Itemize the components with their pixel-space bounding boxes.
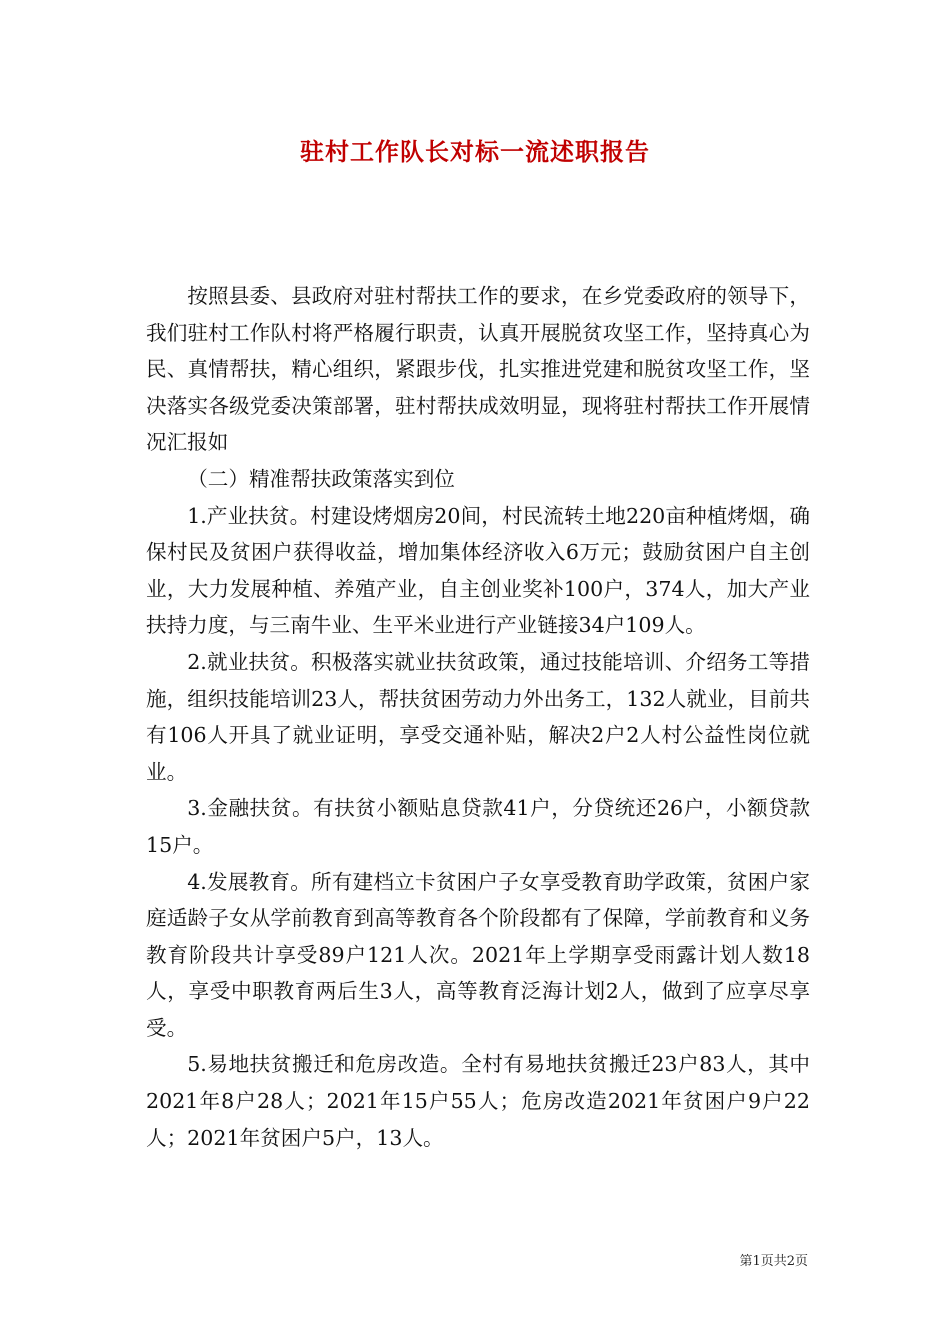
paragraph-education: 4.发展教育。所有建档立卡贫困户子女享受教育助学政策，贫困户家庭适龄子女从学前教育到高等教育各个阶段都有了保障，学前教育和义务教育阶段共计享受89户121人次。2021年上学期享受雨露计划人数18人，享受中职教育两后生3人，高等教育泛海计划2人，做到了应享尽享受。 [146,869,810,1040]
paragraph-intro: 按照县委、县政府对驻村帮扶工作的要求，在乡党委政府的领导下，我们驻村工作队村将严格履行职责，认真开展脱贫攻坚工作，坚持真心为民、真情帮扶，精心组织，紧跟步伐，扎实推进党建和脱贫攻坚工作，坚决落实各级党委决策部署，驻村帮扶成效明显，现将驻村帮扶工作开展情况汇报如 [146,284,810,455]
paragraph-relocation: 5.易地扶贫搬迁和危房改造。全村有易地扶贫搬迁23户83人，其中2021年8户28人；2021年15户55人；危房改造2021年贫困户9户22人；2021年贫困户5户，13人。 [146,1052,810,1150]
page-title: 驻村工作队长对标一流述职报告 [300,137,650,166]
page-number: 第1页共2页 [739,1254,808,1269]
document-body [146,278,810,1156]
paragraph-employment: 2.就业扶贫。积极落实就业扶贫政策，通过技能培训、介绍务工等措施，组织技能培训23人，帮扶贫困劳动力外出务工，132人就业，目前共有106人开具了就业证明，享受交通补贴，解决2户2人村公益性岗位就业。 [146,649,810,784]
paragraph-finance: 3.金融扶贫。有扶贫小额贴息贷款41户，分贷统还26户，小额贷款15户。 [146,796,810,857]
section-heading: （二）精准帮扶政策落实到位 [187,466,455,491]
paragraph-industry: 1.产业扶贫。村建设烤烟房20间，村民流转土地220亩种植烤烟，确保村民及贫困户获得收益，增加集体经济收入6万元；鼓励贫困户自主创业，大力发展种植、养殖产业，自主创业奖补100户，374人，加大产业扶持力度，与三南牛业、生平米业进行产业链接34户109人。 [146,503,810,638]
